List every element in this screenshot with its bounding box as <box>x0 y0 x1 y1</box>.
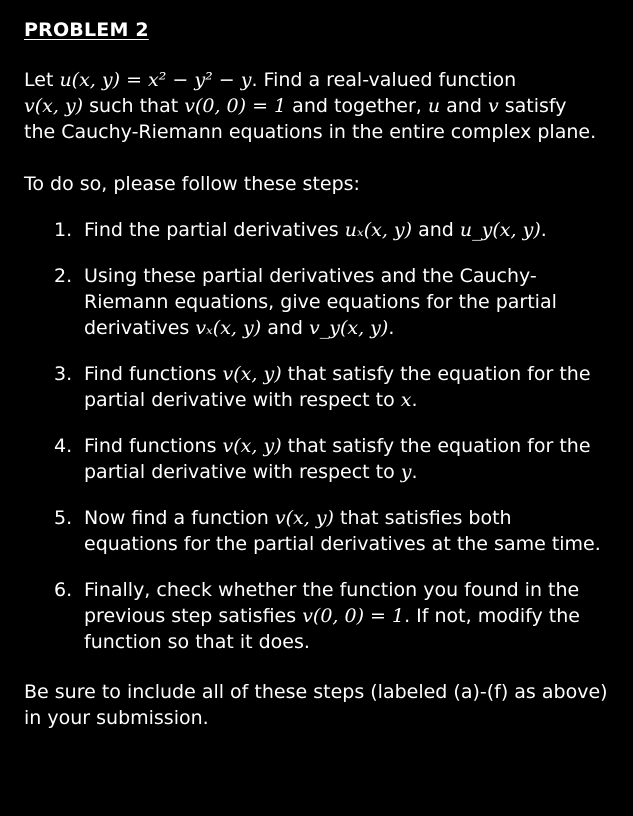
step-line <box>84 289 624 315</box>
step-item <box>24 505 624 557</box>
math-vx: vₓ(x, y) <box>195 317 262 339</box>
step-line <box>84 629 624 655</box>
step-text: and <box>412 219 460 241</box>
step-text: Finally, check whether the function you found in the <box>84 579 580 601</box>
step-item <box>24 217 624 243</box>
step-number: 4. <box>54 435 73 457</box>
step-line <box>84 217 624 243</box>
step-text: Find the partial derivatives <box>84 219 345 241</box>
step-item <box>24 361 624 413</box>
step-text: partial derivative with respect to <box>84 461 401 483</box>
step-line <box>84 315 624 341</box>
math-v: v <box>487 95 499 117</box>
step-text: that satisfy the equation for the <box>281 363 591 385</box>
problem-intro <box>24 67 624 145</box>
math-v-function: v(x, y) <box>222 435 282 457</box>
step-number: 1. <box>54 219 73 241</box>
step-text: . <box>411 461 418 483</box>
problem-heading: PROBLEM 2 <box>24 19 149 41</box>
step-item <box>24 433 624 485</box>
step-item <box>24 577 624 655</box>
closing-line-2: in your submission. <box>24 707 209 729</box>
steps-intro: To do so, please follow these steps: <box>24 173 360 195</box>
step-text: . <box>388 317 395 339</box>
math-uy: u_y(x, y) <box>459 219 541 241</box>
math-initial-condition: v(0, 0) = 1 <box>184 95 287 117</box>
step-line <box>84 263 624 289</box>
step-text: Now find a function <box>84 507 275 529</box>
step-item <box>24 263 624 341</box>
step-text: Find functions <box>84 435 223 457</box>
step-line <box>84 459 624 485</box>
step-text: that satisfy the equation for the <box>281 435 591 457</box>
intro-text: and <box>440 95 488 117</box>
closing-line-1: Be sure to include all of these steps (labeled (a)-(f) as above) <box>24 681 608 703</box>
closing-note <box>24 679 624 731</box>
intro-text: . Find a real-valued function <box>251 69 517 91</box>
math-initial-condition: v(0, 0) = 1 <box>302 605 405 627</box>
step-text: Using these partial derivatives and the Cauchy- <box>84 265 537 287</box>
intro-text: and together, <box>286 95 428 117</box>
intro-text: such that <box>83 95 185 117</box>
steps-list <box>24 217 624 655</box>
intro-line-2 <box>24 93 624 119</box>
step-line <box>84 505 624 531</box>
math-x: x <box>400 389 412 411</box>
step-number: 3. <box>54 363 73 385</box>
intro-text: Let <box>24 69 60 91</box>
intro-line-1 <box>24 67 624 93</box>
step-line <box>84 577 624 603</box>
step-text: function so that it does. <box>84 631 310 653</box>
step-text: . If not, modify the <box>404 605 580 627</box>
step-line <box>84 603 624 629</box>
math-y: y <box>400 461 412 483</box>
math-vy: v_y(x, y) <box>309 317 389 339</box>
problem-document <box>24 17 624 731</box>
step-line <box>84 531 624 557</box>
step-number: 6. <box>54 579 73 601</box>
step-text: equations for the partial derivatives at the same time. <box>84 533 601 555</box>
step-number: 5. <box>54 507 73 529</box>
math-u-definition: u(x, y) = x² − y² − y <box>59 69 252 91</box>
step-number: 2. <box>54 265 73 287</box>
math-v-function: v(x, y) <box>24 95 84 117</box>
math-u: u <box>427 95 441 117</box>
intro-text: the Cauchy-Riemann equations in the entire complex plane. <box>24 121 597 143</box>
step-text: Find functions <box>84 363 223 385</box>
step-text: . <box>540 219 547 241</box>
step-text: that satisfies both <box>333 507 512 529</box>
step-text: partial derivative with respect to <box>84 389 401 411</box>
step-text: and <box>261 317 309 339</box>
step-text: . <box>411 389 418 411</box>
math-v-function: v(x, y) <box>222 363 282 385</box>
step-line <box>84 387 624 413</box>
intro-line-3 <box>24 119 624 145</box>
math-v-function: v(x, y) <box>274 507 334 529</box>
step-text: previous step satisfies <box>84 605 303 627</box>
step-line <box>84 433 624 459</box>
math-ux: uₓ(x, y) <box>344 219 413 241</box>
step-text: derivatives <box>84 317 196 339</box>
step-text: Riemann equations, give equations for the partial <box>84 291 557 313</box>
step-line <box>84 361 624 387</box>
intro-text: satisfy <box>498 95 567 117</box>
